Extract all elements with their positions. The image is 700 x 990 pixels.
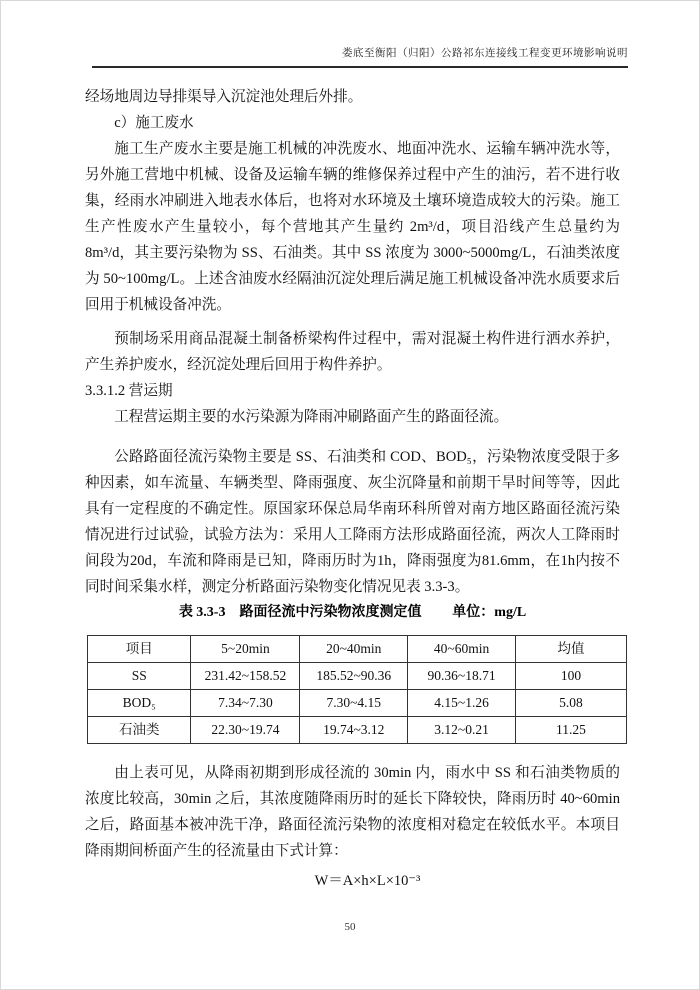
paragraph-construction-wastewater: 施工生产废水主要是施工机械的冲洗废水、地面冲洗水、运输车辆冲洗水等，另外施工营地中机械、设备及运输车辆的维修保养过程中产生的油污，若不进行收集，经雨水冲刷进入地表水体后，也将对水环境及土壤环境造成较大的污染。施工生产性废水产生量较小，每个营地其产生量约 2m³/d，项目沿线产生总量约为 8m³/d，其主要污染物为 SS、石油类。其中 SS 浓度为 3000~5000mg/L，石油类浓度为 50~100mg/L。上述含油废水经隔油沉淀处理后满足施工机械设备冲洗水质要求后回用于机械设备冲洗。 bbox=[85, 141, 620, 313]
document-body bbox=[85, 68, 620, 894]
page-number: 50 bbox=[344, 921, 356, 933]
col-header-20-40min: 20~40min bbox=[300, 636, 408, 663]
table-caption-title: 表 3.3-3 路面径流中污染物浓度测定值 bbox=[178, 605, 422, 620]
running-header bbox=[92, 0, 628, 68]
col-header-average: 均值 bbox=[515, 636, 626, 663]
paragraph-operation-period: 工程营运期主要的水污染源为降雨冲刷路面产生的路面径流。 bbox=[114, 409, 509, 425]
table-header-row bbox=[88, 636, 627, 663]
table-row-bod5 bbox=[88, 690, 627, 717]
col-header-5-20min: 5~20min bbox=[191, 636, 300, 663]
section-heading-3-3-1-2: 3.3.1.2 营运期 bbox=[85, 383, 173, 399]
cell-petroleum-item: 石油类 bbox=[88, 717, 191, 744]
paragraph-precast-yard: 预制场采用商品混凝土制备桥梁构件过程中，需对混凝土构件进行洒水养护，产生养护废水，经沉淀处理后回用于构件养护。 bbox=[85, 331, 620, 373]
cell-bod5-item: BOD₅ bbox=[88, 690, 191, 717]
paragraph-continuation: 经场地周边导排渠导入沉淀池处理后外排。 bbox=[85, 89, 363, 105]
cell-petroleum-5-20: 22.30~19.74 bbox=[191, 717, 300, 744]
cell-bod5-40-60: 4.15~1.26 bbox=[408, 690, 516, 717]
running-header-title: 娄底至衡阳（归阳）公路祁东连接线工程变更环境影响说明 bbox=[342, 48, 628, 59]
cell-ss-5-20: 231.42~158.52 bbox=[191, 663, 300, 690]
table-row-ss bbox=[88, 663, 627, 690]
col-header-item: 项目 bbox=[88, 636, 191, 663]
col-header-40-60min: 40~60min bbox=[408, 636, 516, 663]
runoff-formula: W＝A×h×L×10⁻³ bbox=[314, 873, 421, 889]
cell-ss-item: SS bbox=[88, 663, 191, 690]
cell-petroleum-20-40: 19.74~3.12 bbox=[300, 717, 408, 744]
cell-bod5-20-40: 7.30~4.15 bbox=[300, 690, 408, 717]
cell-bod5-avg: 5.08 bbox=[515, 690, 626, 717]
table-caption-unit: 单位：mg/L bbox=[452, 605, 527, 620]
paragraph-runoff-pollutants: 公路路面径流污染物主要是 SS、石油类和 COD、BOD₅，污染物浓度受限于多种因素，如车流量、车辆类型、降雨强度、灰尘沉降量和前期干旱时间等等，因此具有一定程度的不确定性。原国家环保总局华南环科所曾对南方地区路面径流污染情况进行过试验，试验方法为：采用人工降雨方法形成路面径流，两次人工降雨时间段为20d，车流和降雨是已知，降雨历时为1h，降雨强度为81.6mm，在1h内按不同时间采集水样，测定分析路面污染物变化情况见表 3.3-3。 bbox=[85, 449, 620, 595]
cell-ss-40-60: 90.36~18.71 bbox=[408, 663, 516, 690]
cell-petroleum-40-60: 3.12~0.21 bbox=[408, 717, 516, 744]
paragraph-table-discussion: 由上表可见，从降雨初期到形成径流的 30min 内，雨水中 SS 和石油类物质的浓度比较高，30min 之后，其浓度随降雨历时的延长下降较快，降雨历时 40~60min 之后，路面基本被冲洗干净，路面径流污染物的浓度相对稳定在较低水平。本项目降雨期间桥面产生的径流量由下式计算： bbox=[85, 765, 620, 859]
runoff-concentration-table bbox=[87, 635, 627, 744]
cell-bod5-5-20: 7.34~7.30 bbox=[191, 690, 300, 717]
table-caption bbox=[85, 602, 620, 624]
subheading-construction-wastewater: c）施工废水 bbox=[114, 115, 194, 131]
cell-ss-avg: 100 bbox=[515, 663, 626, 690]
cell-ss-20-40: 185.52~90.36 bbox=[300, 663, 408, 690]
table-row-petroleum bbox=[88, 717, 627, 744]
cell-petroleum-avg: 11.25 bbox=[515, 717, 626, 744]
